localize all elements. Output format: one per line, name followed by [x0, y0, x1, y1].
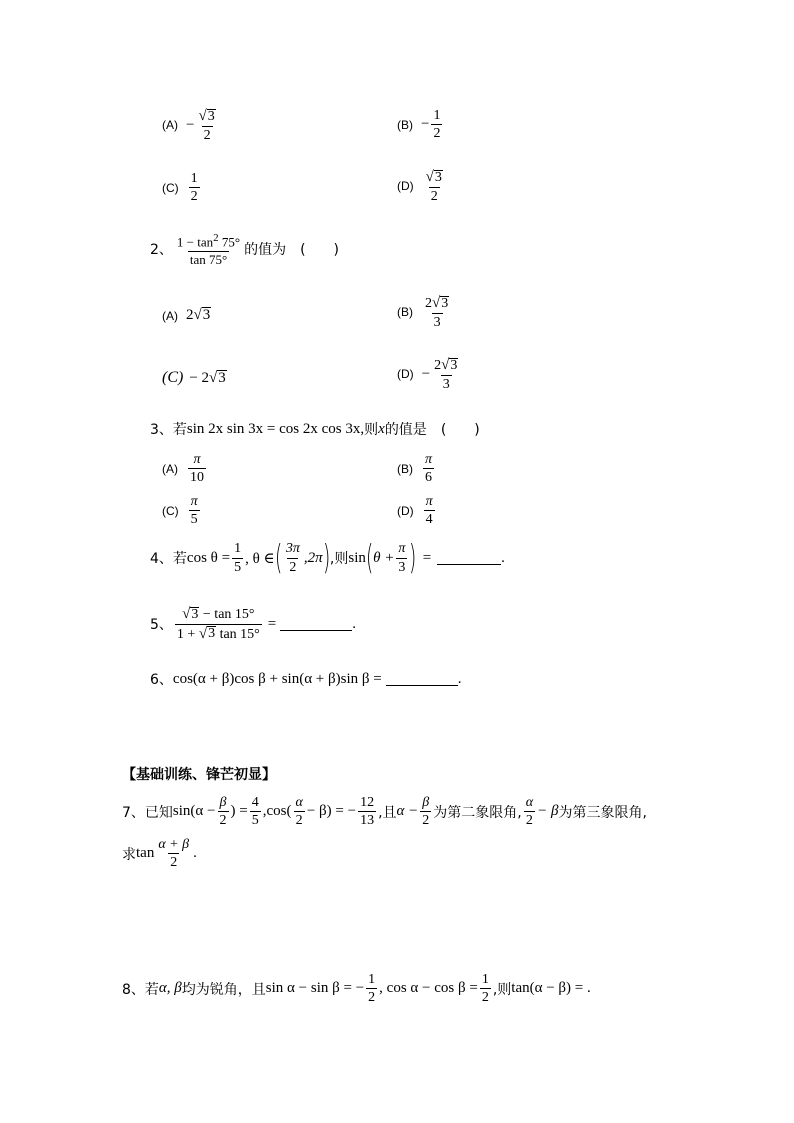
- denominator: 2: [190, 189, 198, 205]
- tan-text: tan: [136, 845, 155, 862]
- fraction: [366, 972, 377, 1006]
- q2-option-a: (A) 2 √ 3: [162, 307, 211, 324]
- fraction: [524, 795, 535, 829]
- denominator-tail: tan 15°: [216, 626, 260, 642]
- period: .: [193, 845, 197, 862]
- numerator: 1: [481, 972, 489, 987]
- denominator: 10: [190, 470, 204, 486]
- fraction: [284, 541, 302, 575]
- alpha-minus: α −: [396, 803, 419, 820]
- radicand: 3: [202, 307, 211, 324]
- q2-option-c: (C) − 2 √ 3: [162, 369, 226, 386]
- answer-paren: ( ): [300, 242, 340, 259]
- numerator: α: [525, 795, 534, 810]
- denominator: 2: [170, 855, 178, 871]
- quadrant-2-text: 为第二象限角,: [433, 804, 522, 821]
- equals-sign: ) =: [230, 803, 248, 820]
- q1-option-b: [397, 108, 444, 142]
- acute-text: 均为锐角，且: [181, 981, 266, 998]
- option-label: (C): [162, 503, 179, 518]
- q3-option-a: [162, 452, 208, 486]
- minus-sign: −: [421, 365, 431, 382]
- numerator: α: [295, 795, 303, 810]
- then-text: ,则: [492, 981, 512, 998]
- minus-beta: − β: [537, 803, 559, 820]
- coefficient: 2: [186, 307, 194, 323]
- sin-text: sin: [348, 549, 366, 566]
- fraction: [420, 795, 431, 829]
- numerator: 1: [368, 972, 376, 987]
- then-text: 则: [364, 422, 379, 438]
- cos-mid: − β) = −: [306, 803, 357, 820]
- fraction: [424, 494, 435, 528]
- fraction: [358, 795, 376, 829]
- variable: x: [378, 420, 385, 437]
- q1-option-c: [162, 171, 202, 205]
- q3-option-c: [162, 494, 202, 528]
- denominator: 5: [251, 813, 259, 829]
- then-text: ,则: [329, 551, 349, 567]
- denominator: 3: [398, 559, 406, 575]
- denominator: 3: [442, 376, 450, 392]
- q3-option-d: [397, 494, 437, 528]
- fraction: [218, 795, 229, 829]
- coefficient: − 2: [189, 369, 210, 386]
- question-8: [122, 972, 591, 1006]
- option-label: (B): [397, 461, 413, 476]
- equation-1: sin α − sin β = −: [265, 980, 365, 997]
- question-number: 2、: [150, 242, 173, 259]
- q1-option-d: [397, 169, 447, 204]
- radicand: 3: [218, 369, 226, 386]
- denominator: 2: [525, 813, 533, 829]
- question-5: [150, 606, 356, 642]
- answer-blank[interactable]: [386, 672, 458, 686]
- fraction: [232, 541, 243, 575]
- radicand: 3: [208, 626, 216, 642]
- numerator: π: [425, 494, 433, 509]
- equation-2: , cos α − cos β =: [379, 980, 478, 997]
- fraction: [480, 972, 491, 1006]
- cos-head: ,cos(: [262, 803, 292, 820]
- two-pi: ,2π: [303, 549, 323, 566]
- option-label: (A): [162, 308, 178, 323]
- denominator: 2: [203, 127, 211, 143]
- radicand: 3: [441, 295, 449, 311]
- q1-option-a: [162, 108, 220, 143]
- period: .: [352, 615, 356, 632]
- coefficient: 2: [425, 296, 432, 311]
- quadrant-3-text: 为第三象限角,: [558, 804, 647, 821]
- period: .: [501, 549, 505, 566]
- numerator: β: [422, 795, 430, 810]
- fraction: 2 √ 3 3: [425, 295, 449, 330]
- option-label: (D): [397, 179, 414, 194]
- denominator: 5: [234, 559, 242, 575]
- numerator: 1: [190, 171, 198, 186]
- denominator: 2: [481, 990, 489, 1006]
- fraction: [175, 232, 242, 267]
- radicand: 3: [191, 606, 199, 622]
- fraction: [293, 795, 304, 829]
- right-paren-icon: ): [322, 538, 330, 578]
- denominator: 2: [289, 559, 297, 575]
- question-6: [150, 669, 462, 689]
- section-header: 【基础训练、锋芒初显】: [122, 767, 276, 783]
- fraction: 2 √ 3 3: [434, 357, 458, 392]
- radicand: 3: [434, 169, 442, 185]
- denominator: 2: [368, 990, 376, 1006]
- question-number: 7、已知: [122, 804, 173, 821]
- q2-option-b: [397, 295, 453, 330]
- and-text: ,且: [378, 804, 397, 821]
- option-label: (A): [162, 461, 178, 476]
- question-4: [150, 538, 505, 578]
- minus-sign: −: [421, 116, 430, 133]
- option-label: (D): [397, 367, 414, 382]
- denominator: 2: [422, 813, 430, 829]
- radicand: 3: [207, 108, 215, 124]
- option-label: (C): [162, 180, 179, 195]
- fraction: √ 3 2: [425, 169, 442, 204]
- numerator: β: [219, 795, 227, 810]
- question-text: 的值为: [244, 242, 287, 259]
- fraction: [189, 171, 200, 205]
- question-3: [150, 419, 480, 439]
- denominator: 6: [425, 470, 432, 486]
- option-label: (B): [397, 117, 413, 132]
- left-paren-icon: (: [365, 538, 374, 578]
- denominator: 2: [295, 813, 303, 829]
- period: .: [457, 670, 462, 687]
- variables: α, β: [158, 980, 182, 997]
- denominator: 2: [433, 126, 441, 142]
- equation-3: tan(α − β) = .: [511, 980, 591, 997]
- numerator: 1: [234, 541, 242, 557]
- option-label: (C): [162, 369, 184, 386]
- fraction: [396, 541, 407, 575]
- q3-option-b: [397, 452, 436, 486]
- numerator: π: [425, 452, 433, 467]
- coefficient: 2: [434, 358, 442, 373]
- fraction: [189, 494, 200, 528]
- denominator: 2: [219, 813, 227, 829]
- answer-blank[interactable]: [280, 617, 352, 631]
- fraction: [423, 452, 434, 486]
- numerator: 4: [251, 795, 259, 810]
- question-number: 8、若: [122, 981, 159, 998]
- question-2: [150, 232, 339, 267]
- denominator: 4: [425, 512, 433, 528]
- left-paren-icon: (: [274, 538, 282, 578]
- question-7: [122, 795, 647, 829]
- theta-plus: θ +: [373, 549, 395, 566]
- question-7-ask: [122, 837, 197, 871]
- numerator: 1: [433, 108, 441, 123]
- question-number: 5、: [150, 617, 173, 633]
- denominator: 5: [190, 512, 198, 528]
- equals-sign: =: [267, 615, 277, 632]
- numerator: π: [398, 541, 406, 557]
- denominator: 3: [433, 314, 441, 330]
- cos-theta: cos θ =: [186, 549, 231, 566]
- answer-blank[interactable]: [437, 551, 501, 565]
- numerator: π: [193, 452, 201, 467]
- question-number: 6、: [150, 672, 173, 688]
- answer-paren: ( ): [440, 422, 480, 438]
- equals-sign: =: [422, 549, 432, 566]
- exponent: 2: [213, 232, 219, 244]
- option-label: (A): [162, 118, 178, 133]
- numerator: 12: [360, 795, 375, 810]
- question-number: 3、若: [150, 422, 187, 438]
- denominator: tan 75°: [189, 251, 228, 267]
- numerator: α + β: [158, 837, 190, 852]
- fraction: [188, 452, 206, 486]
- option-label: (B): [397, 305, 413, 320]
- equation: sin 2x sin 3x = cos 2x cos 3x,: [186, 420, 365, 437]
- fraction: [431, 108, 442, 142]
- right-paren-icon: ): [409, 538, 417, 578]
- denominator: 13: [360, 813, 375, 829]
- sin-head: sin(α −: [172, 803, 216, 820]
- numerator: π: [190, 494, 198, 509]
- numerator-tail: − tan 15°: [199, 607, 255, 622]
- numerator-tail: 75°: [218, 234, 241, 250]
- expression: cos(α + β)cos β + sin(α + β)sin β =: [172, 670, 382, 687]
- question-text: 的值是: [384, 422, 427, 438]
- numerator-text: 1 − tan: [176, 234, 214, 250]
- option-label: (D): [397, 503, 414, 518]
- theta-in: , θ ∈: [245, 550, 275, 567]
- fraction: √ 3 2: [198, 108, 215, 143]
- q2-option-d: [397, 357, 462, 392]
- denominator-head: 1 +: [176, 626, 199, 642]
- radicand: 3: [450, 357, 458, 373]
- ask-text: 求: [122, 846, 136, 863]
- denominator: 2: [430, 188, 438, 204]
- fraction: √ 3 − tan 15° 1 + √ 3 tan 15°: [176, 606, 260, 642]
- minus-sign: −: [186, 116, 195, 133]
- fraction: [250, 795, 261, 829]
- fraction: [156, 837, 191, 871]
- question-number: 4、若: [150, 551, 187, 567]
- numerator: 3π: [285, 541, 300, 557]
